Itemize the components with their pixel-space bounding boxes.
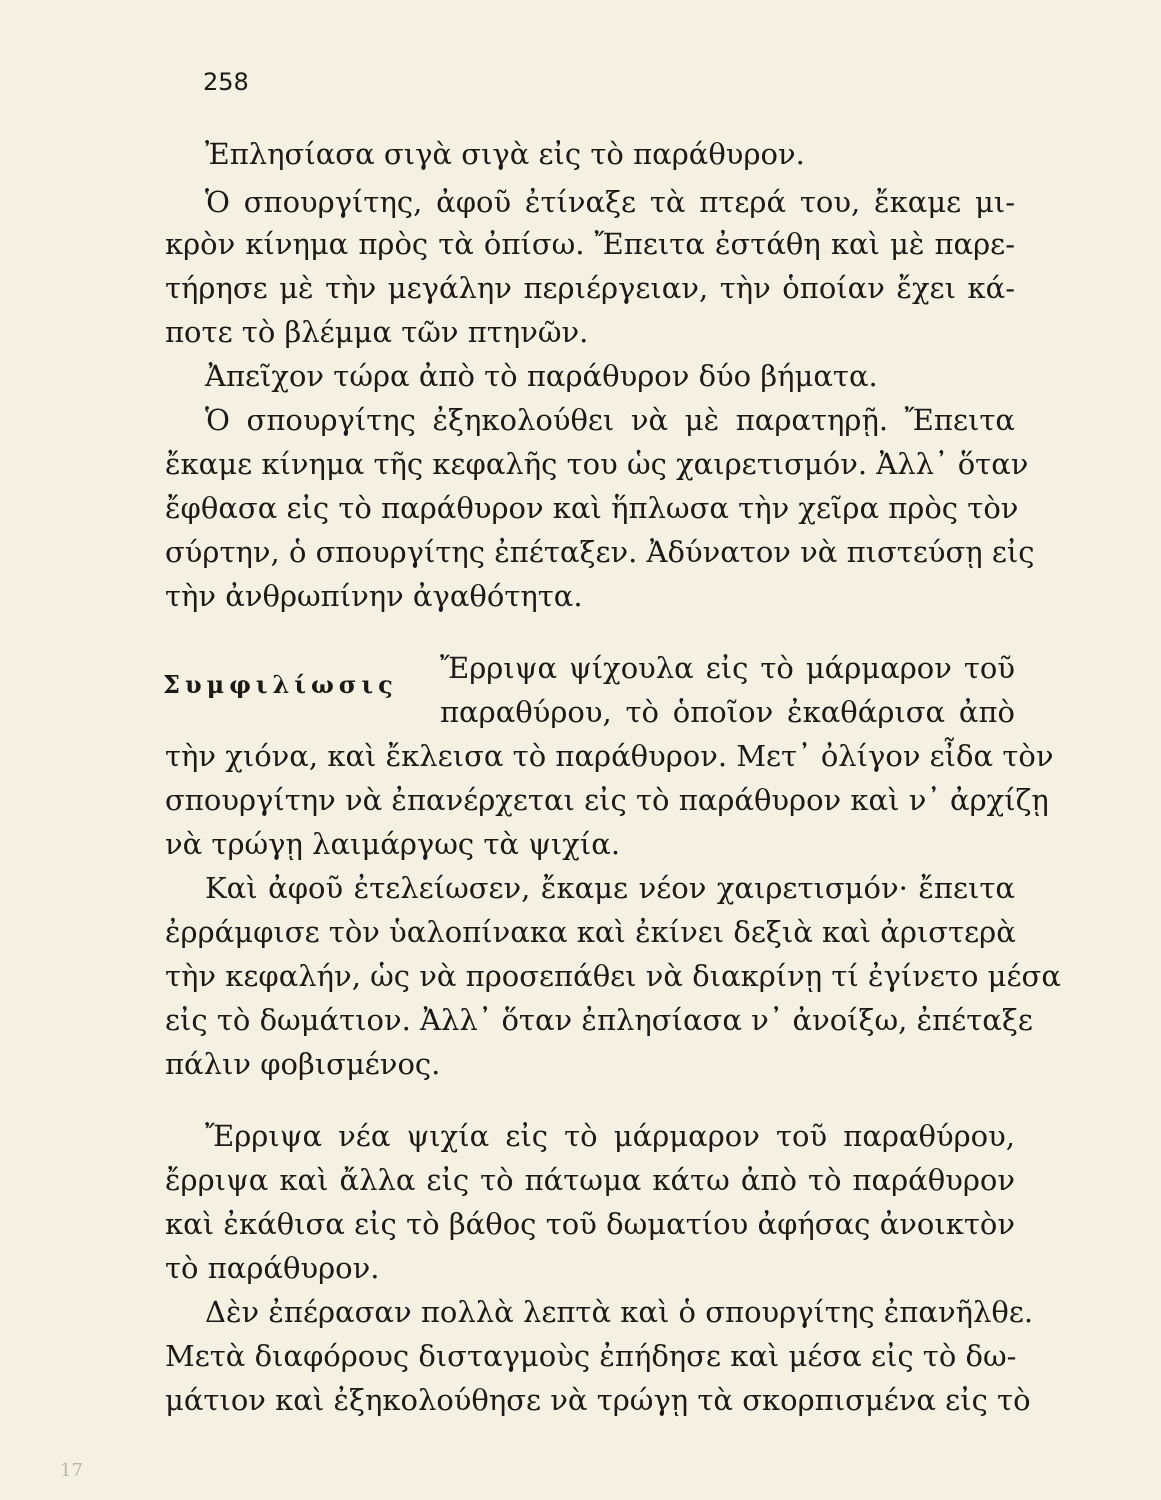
text-line: τὸ παράθυρον.: [165, 1251, 380, 1285]
text-line: Καὶ ἀφοῦ ἐτελείωσεν, ἔκαμε νέον χαιρετισμόν· ἔπειτα: [205, 871, 1015, 905]
text-line: Ἔρριψα ψίχουλα εἰς τὸ μάρμαρον τοῦ: [440, 651, 1015, 685]
text-line: Ἐπλησίασα σιγὰ σιγὰ εἰς τὸ παράθυρον.: [205, 137, 805, 171]
text-line: τὴν κεφαλήν, ὡς νὰ προσεπάθει νὰ διακρίνῃ τί ἐγίνετο μέσα: [165, 959, 1061, 993]
text-line: ἐρράμφισε τὸν ὑαλοπίνακα καὶ ἐκίνει δεξιὰ καὶ ἀριστερὰ: [165, 915, 1016, 949]
text-line: σπουργίτην νὰ ἐπανέρχεται εἰς τὸ παράθυρον καὶ ν᾽ ἀρχίζῃ: [165, 783, 1049, 817]
text-line: Ὁ σπουργίτης ἐξηκολούθει νὰ μὲ παρατηρῇ. Ἔπειτα: [205, 403, 1015, 437]
text-line: Δὲν ἐπέρασαν πολλὰ λεπτὰ καὶ ὁ σπουργίτης ἐπανῆλθε.: [205, 1295, 1034, 1329]
text-line: καὶ ἐκάθισα εἰς τὸ βάθος τοῦ δωματίου ἀφήσας ἀνοικτὸν: [165, 1207, 1015, 1241]
page-number: 258: [203, 68, 249, 96]
text-line: Ὁ σπουργίτης, ἀφοῦ ἐτίναξε τὰ πτερά του, ἔκαμε μι-: [205, 185, 1015, 219]
text-line: μάτιον καὶ ἐξηκολούθησε νὰ τρώγῃ τὰ σκορπισμένα εἰς τὸ: [165, 1383, 1031, 1417]
text-line: Μετὰ διαφόρους δισταγμοὺς ἐπήδησε καὶ μέσα εἰς τὸ δω-: [165, 1339, 1017, 1373]
text-line: παραθύρου, τὸ ὁποῖον ἐκαθάρισα ἀπὸ: [440, 695, 1015, 729]
faint-page-mark: 17: [60, 1460, 83, 1481]
text-line: εἰς τὸ δωμάτιον. Ἀλλ᾽ ὅταν ἐπλησίασα ν᾽ ἀνοίξω, ἐπέταξε: [165, 1003, 1033, 1037]
text-line: τήρησε μὲ τὴν μεγάλην περιέργειαν, τὴν ὁποίαν ἔχει κά-: [165, 271, 1015, 305]
text-line: σύρτην, ὁ σπουργίτης ἐπέταξεν. Ἀδύνατον νὰ πιστεύσῃ εἰς: [165, 535, 1035, 569]
text-line: ἔφθασα εἰς τὸ παράθυρον καὶ ἥπλωσα τὴν χεῖρα πρὸς τὸν: [165, 491, 1019, 525]
text-line: ποτε τὸ βλέμμα τῶν πτηνῶν.: [165, 315, 589, 349]
section-heading: Συμφιλίωσις: [163, 670, 398, 699]
text-line: πάλιν φοβισμένος.: [165, 1047, 441, 1081]
text-line: τὴν ἀνθρωπίνην ἀγαθότητα.: [165, 579, 583, 613]
text-line: Ἀπεῖχον τώρα ἀπὸ τὸ παράθυρον δύο βήματα.: [205, 359, 878, 393]
text-line: Ἔρριψα νέα ψιχία εἰς τὸ μάρμαρον τοῦ παραθύρου,: [205, 1119, 1015, 1153]
text-line: κρὸν κίνημα πρὸς τὰ ὀπίσω. Ἔπειτα ἐστάθη καὶ μὲ παρε-: [165, 227, 1015, 261]
text-line: ἔρριψα καὶ ἄλλα εἰς τὸ πάτωμα κάτω ἀπὸ τὸ παράθυρον: [165, 1163, 1015, 1197]
text-line: τὴν χιόνα, καὶ ἔκλεισα τὸ παράθυρον. Μετ᾽ ὀλίγον εἶδα τὸν: [165, 739, 1054, 773]
text-line: νὰ τρώγῃ λαιμάργως τὰ ψιχία.: [165, 827, 621, 861]
text-line: ἔκαμε κίνημα τῆς κεφαλῆς του ὡς χαιρετισμόν. Ἀλλ᾽ ὅταν: [165, 447, 1029, 481]
